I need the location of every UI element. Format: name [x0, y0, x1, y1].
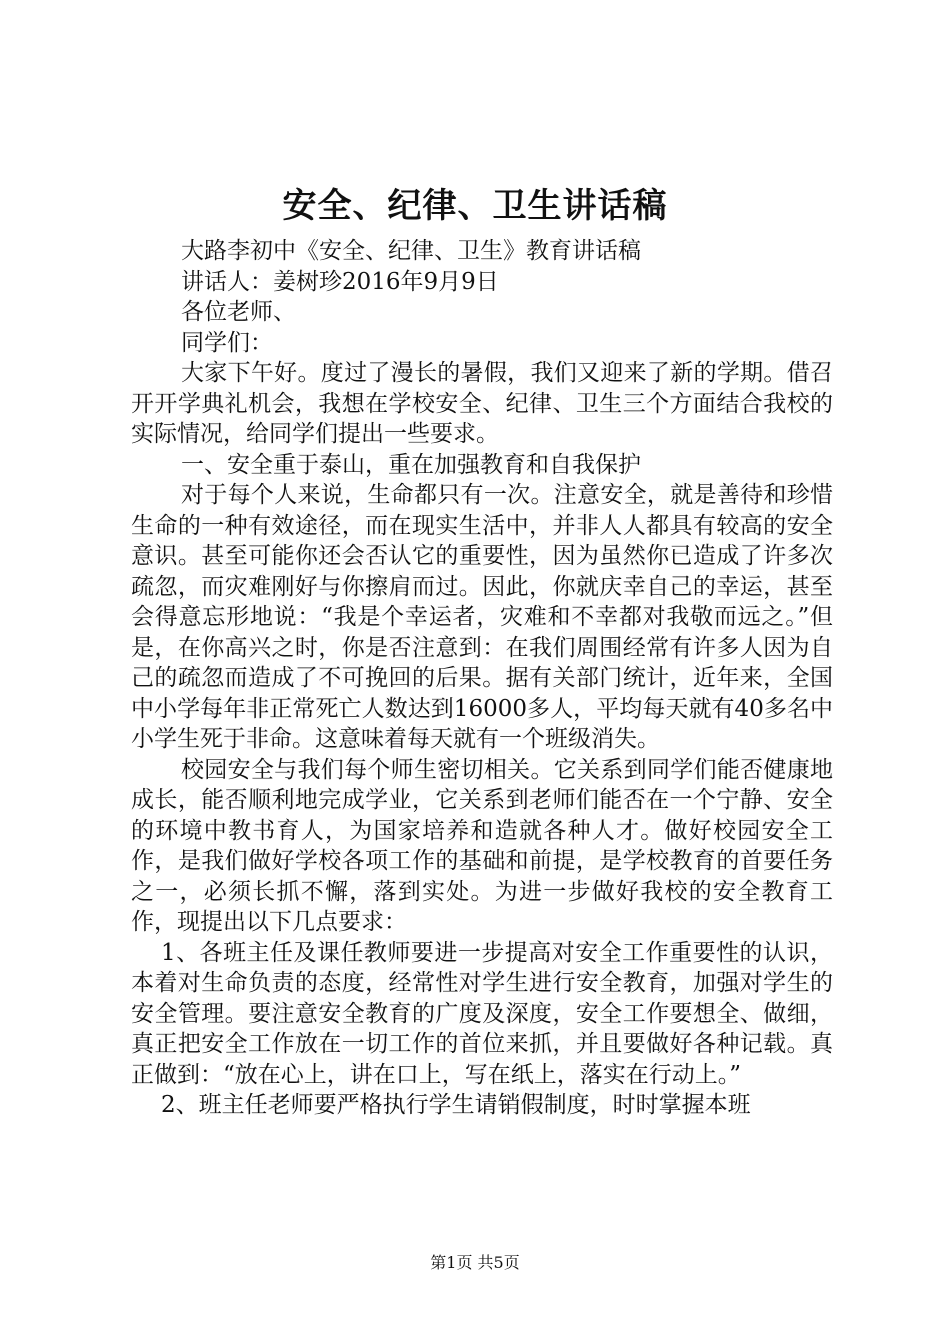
paragraph-subtitle: 大路李初中《安全、纪律、卫生》教育讲话稿	[181, 238, 641, 264]
paragraph-salutation-teachers: 各位老师、	[181, 299, 296, 325]
paragraph-life-safety: 对于每个人来说，生命都只有一次。注意安全，就是善待和珍惜生命的一种有效途径，而在现实生活中，并非人人都具有较高的安全意识。甚至可能你还会否认它的重要性，因为虽然你已造成了许多次疏忽，而灾难刚好与你擦肩而过。因此，你就庆幸自己的幸运，甚至会得意忘形地说：“我是个幸运者，灾难和不幸都对我敬而远之。”但是，在你高兴之时，你是否注意到：在我们周围经常有许多人因为自己的疏忽而造成了不可挽回的后果。据有关部门统计，近年来，全国中小学每年非正常死亡人数达到16000多人，平均每天就有40多名中小学生死于非命。这意味着每天就有一个班级消失。	[131, 482, 833, 752]
paragraph-requirement-2: 2、班主任老师要严格执行学生请销假制度，时时掌握本班	[161, 1092, 751, 1118]
document-body	[131, 236, 833, 1121]
paragraph-campus-safety: 校园安全与我们每个师生密切相关。它关系到同学们能否健康地成长，能否顺利地完成学业，它关系到老师们能否在一个宁静、安全的环境中教书育人，为国家培养和造就各种人才。做好校园安全工作，是我们做好学校各项工作的基础和前提，是学校教育的首要任务之一，必须长抓不懈，落到实处。为进一步做好我校的安全教育工作，现提出以下几点要求：	[131, 756, 833, 935]
document-title: 安全、纪律、卫生讲话稿	[282, 186, 668, 226]
page-number-footer: 第1页 共5页	[430, 1253, 520, 1272]
section-heading-safety: 一、安全重于泰山，重在加强教育和自我保护	[181, 451, 641, 478]
paragraph-speaker: 讲话人：姜树珍2016年9月9日	[181, 268, 499, 295]
paragraph-requirement-1: 1、各班主任及课任教师要进一步提高对安全工作重要性的认识，本着对生命负责的态度，经常性对学生进行安全教育，加强对学生的安全管理。要注意安全教育的广度及深度，安全工作要想全、做细，真正把安全工作放在一切工作的首位来抓，并且要做好各种记载。真正做到：“放在心上，讲在口上，写在纸上，落实在行动上。”	[131, 939, 833, 1088]
paragraph-greeting: 大家下午好。度过了漫长的暑假，我们又迎来了新的学期。借召开开学典礼机会，我想在学校安全、纪律、卫生三个方面结合我校的实际情况，给同学们提出一些要求。	[131, 360, 833, 447]
paragraph-salutation-students: 同学们：	[181, 329, 273, 356]
